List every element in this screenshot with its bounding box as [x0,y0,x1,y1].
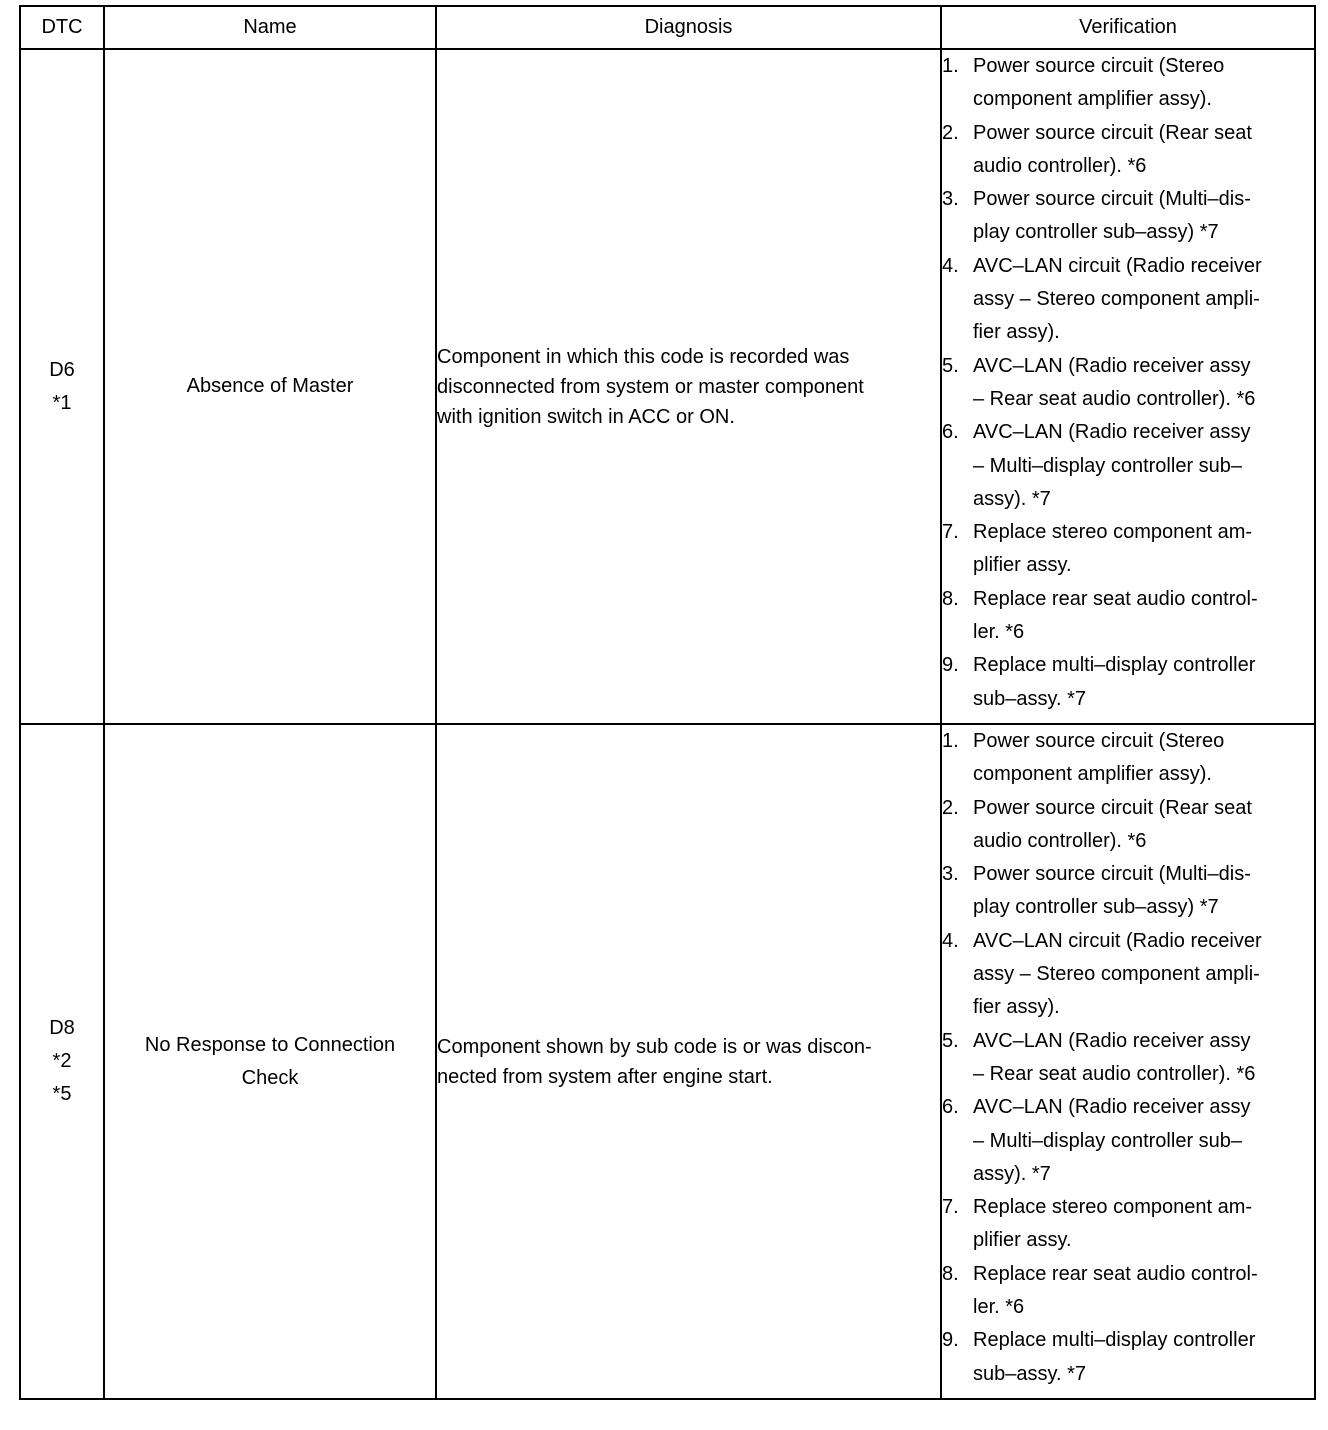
name-text: Absence of Master [186,375,354,397]
verification-number: 4. [942,929,959,952]
dtc-cell [20,49,104,724]
verification-line: AVC–LAN (Radio receiver assy [973,354,1251,377]
verification-item [942,649,1314,716]
dtc-code: D8 [49,1017,75,1039]
verification-line: – Multi–display controller sub– [973,454,1243,477]
verification-line: Replace multi–display controller [973,1329,1256,1352]
verification-line: assy – Stereo component ampli- [973,963,1260,986]
table-row-d6 [20,49,1315,724]
verification-number: 1. [942,55,959,77]
verification-line: assy – Stereo component ampli- [973,288,1260,311]
table-header [20,6,1315,49]
verification-line: – Multi–display controller sub– [973,1129,1243,1152]
verification-item [942,117,1314,184]
verification-item [942,725,1314,792]
verification-line: assy). *7 [973,1162,1051,1185]
header-dtc: DTC [20,6,104,49]
verification-line: Power source circuit (Rear seat [973,796,1252,819]
verification-item [942,1324,1314,1391]
verification-item [942,583,1314,650]
verification-text [973,649,1314,716]
verification-text [973,516,1314,583]
verification-line: Power source circuit (Rear seat [973,121,1252,144]
name-text: No Response to Connection [144,1033,396,1056]
verification-line: Replace stereo component am- [973,521,1253,544]
verification-text [973,725,1314,792]
verification-line: Replace multi–display controller [973,654,1256,677]
verification-line: component amplifier assy). [973,88,1212,111]
verification-text [973,183,1314,250]
verification-cell [941,49,1315,724]
verification-text [973,583,1314,650]
dtc-code: D6 [49,358,75,381]
verification-number: 4. [942,254,959,277]
verification-text [973,925,1314,1025]
verification-text [973,1191,1314,1258]
diagnosis-line: nected from system after engine start. [437,1065,773,1088]
verification-number: 1. [942,730,959,752]
verification-item [942,792,1314,859]
diagnosis-line: Component in which this code is recorded was [437,345,850,368]
verification-item [942,350,1314,417]
header-diagnosis: Diagnosis [436,6,941,49]
dtc-note: *1 [52,391,72,414]
verification-number: 3. [942,863,959,886]
verification-number: 9. [942,654,959,677]
verification-line: fier assy). [973,321,1060,344]
verification-line: audio controller). *6 [973,829,1147,852]
diagnosis-cell [436,49,941,724]
verification-item [942,1258,1314,1325]
verification-line: play controller sub–assy) *7 [973,221,1219,244]
verification-number: 9. [942,1329,959,1352]
verification-number: 8. [942,587,959,610]
verification-line: ler. *6 [973,621,1025,644]
verification-item [942,1091,1314,1191]
verification-item [942,50,1314,117]
dtc-table [19,5,1316,1400]
verification-line: AVC–LAN (Radio receiver assy [973,421,1251,444]
verification-item [942,250,1314,350]
table-body [20,49,1315,1399]
verification-item [942,1191,1314,1258]
name-text: Check [241,1066,299,1089]
verification-text [973,50,1314,117]
table-row-d8 [20,724,1315,1399]
verification-item [942,925,1314,1025]
verification-line: Power source circuit (Stereo [973,55,1225,77]
verification-line: Replace rear seat audio control- [973,1262,1258,1285]
diagnosis-line: with ignition switch in ACC or ON. [437,405,735,428]
diagnosis-line: disconnected from system or master component [437,375,864,398]
verification-number: 7. [942,521,959,544]
verification-line: Power source circuit (Stereo [973,730,1225,752]
verification-number: 2. [942,796,959,819]
verification-number: 2. [942,121,959,144]
verification-line: sub–assy. *7 [973,1362,1087,1385]
verification-line: – Rear seat audio controller). *6 [973,1062,1256,1085]
verification-line: plifier assy. [973,1229,1072,1252]
verification-text [973,1025,1314,1092]
verification-item [942,858,1314,925]
diagnosis-cell [436,724,941,1399]
verification-number: 7. [942,1196,959,1219]
verification-line: fier assy). [973,996,1060,1019]
name-cell [104,49,436,724]
verification-item [942,516,1314,583]
dtc-note: *5 [52,1083,72,1105]
verification-number: 3. [942,188,959,211]
verification-line: play controller sub–assy) *7 [973,896,1219,919]
verification-number: 6. [942,1096,959,1119]
verification-text [973,416,1314,516]
verification-line: component amplifier assy). [973,763,1212,786]
verification-line: AVC–LAN (Radio receiver assy [973,1029,1251,1052]
verification-item [942,416,1314,516]
verification-line: assy). *7 [973,487,1051,510]
dtc-note: *2 [52,1050,72,1072]
verification-item [942,183,1314,250]
verification-text [973,1091,1314,1191]
dtc-cell [20,724,104,1399]
verification-line: AVC–LAN (Radio receiver assy [973,1096,1251,1119]
verification-line: – Rear seat audio controller). *6 [973,387,1256,410]
verification-line: ler. *6 [973,1296,1025,1319]
verification-number: 5. [942,354,959,377]
verification-line: Replace rear seat audio control- [973,587,1258,610]
verification-number: 8. [942,1262,959,1285]
verification-line: Replace stereo component am- [973,1196,1253,1219]
diagnosis-line: Component shown by sub code is or was discon- [437,1035,872,1058]
verification-line: plifier assy. [973,554,1072,577]
verification-line: Power source circuit (Multi–dis- [973,863,1251,886]
verification-text [973,1324,1314,1391]
verification-line: AVC–LAN circuit (Radio receiver [973,254,1262,277]
verification-number: 6. [942,421,959,444]
verification-line: sub–assy. *7 [973,687,1087,710]
verification-text [973,350,1314,417]
verification-cell [941,724,1315,1399]
verification-number: 5. [942,1029,959,1052]
verification-text [973,250,1314,350]
verification-text [973,792,1314,859]
header-verification: Verification [941,6,1315,49]
verification-text [973,1258,1314,1325]
header-name: Name [104,6,436,49]
verification-text [973,117,1314,184]
verification-text [973,858,1314,925]
verification-item [942,1025,1314,1092]
verification-line: AVC–LAN circuit (Radio receiver [973,929,1262,952]
name-cell [104,724,436,1399]
verification-line: audio controller). *6 [973,154,1147,177]
header-row [20,6,1315,49]
verification-line: Power source circuit (Multi–dis- [973,188,1251,211]
